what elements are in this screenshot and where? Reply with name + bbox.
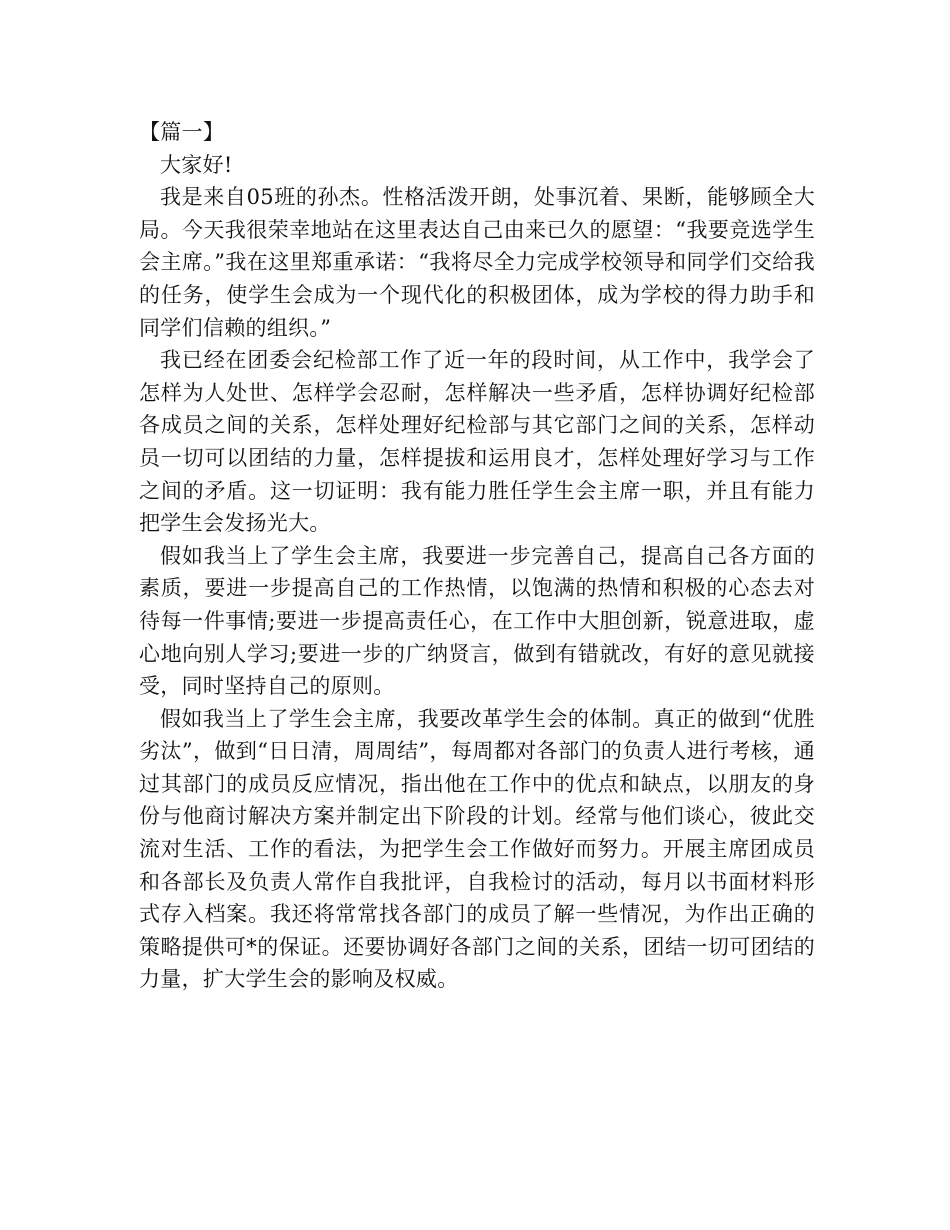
- paragraph-self-improvement: 假如我当上了学生会主席，我要进一步完善自己，提高自己各方面的素质，要进一步提高自己的工作热情，以饱满的热情和积极的心态去对待每一件事情;要进一步提高责任心，在工作中大胆创新，锐意进取，虚心地向别人学习;要进一步的广纳贤言，做到有错就改，有好的意见就接受，同时坚持自己的原则。: [139, 543, 815, 699]
- paragraph-intro: 我是来自05班的孙杰。性格活泼开朗，处事沉着、果断，能够顾全大局。今天我很荣幸地站在这里表达自己由来已久的愿望：“我要竞选学生会主席。”我在这里郑重承诺：“我将尽全力完成学校领导和同学们交给我的任务，使学生会成为一个现代化的积极团体，成为学校的得力助手和同学们信赖的组织。”: [139, 185, 815, 340]
- document-body: [139, 116, 815, 996]
- paragraph-experience: 我已经在团委会纪检部工作了近一年的段时间，从工作中，我学会了怎样为人处世、怎样学会忍耐，怎样解决一些矛盾，怎样协调好纪检部各成员之间的关系，怎样处理好纪检部与其它部门之间的关系，怎样动员一切可以团结的力量，怎样提拔和运用良才，怎样处理好学习与工作之间的矛盾。这一切证明：我有能力胜任学生会主席一职，并且有能力把学生会发扬光大。: [139, 348, 815, 536]
- section-heading: 【篇一】: [139, 120, 225, 144]
- paragraph-reform: 假如我当上了学生会主席，我要改革学生会的体制。真正的做到“优胜劣汰”，做到“日日清，周周结”，每周都对各部门的负责人进行考核，通过其部门的成员反应情况，指出他在工作中的优点和缺点，以朋友的身份与他商讨解决方案并制定出下阶段的计划。经常与他们谈心，彼此交流对生活、工作的看法，为把学生会工作做好而努力。开展主席团成员和各部长及负责人常作自我批评，自我检讨的活动，每月以书面材料形式存入档案。我还将常常找各部门的成员了解一些情况，为作出正确的策略提供可*的保证。还要协调好各部门之间的关系，团结一切可团结的力量，扩大学生会的影响及权威。: [139, 706, 815, 992]
- greeting-line: 大家好!: [160, 152, 233, 177]
